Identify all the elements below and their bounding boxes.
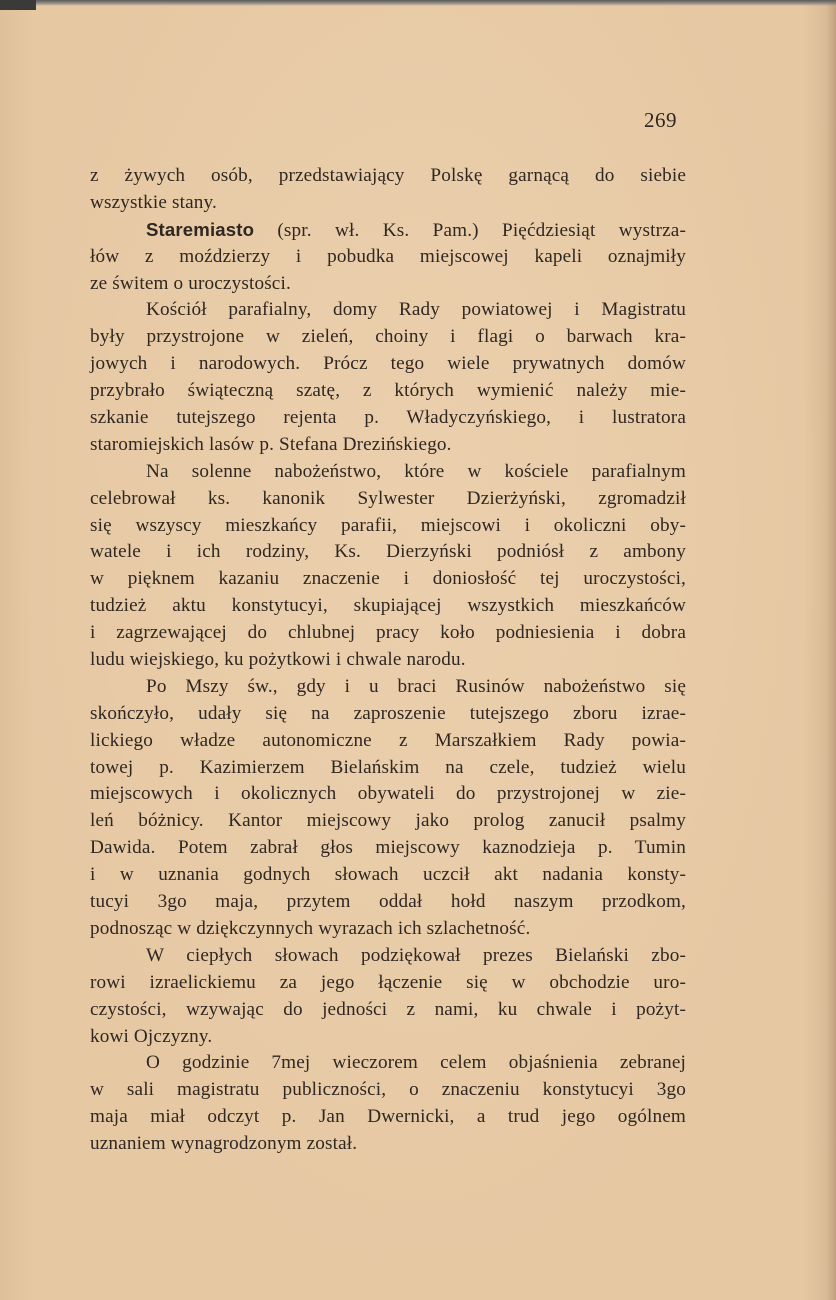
text-line (90, 324, 686, 351)
text-line (90, 889, 686, 916)
text-line (90, 351, 686, 378)
text-line-content: Na solenne nabożeństwo, które w kościele parafialnym (146, 460, 686, 482)
body-text (90, 163, 686, 1158)
place-name-heading: Staremiasto (146, 218, 255, 240)
text-line-content: podnosząc w dziękczynnych wyrazach ich szlachetność. (90, 917, 531, 939)
text-line-content: rowi izraelickiemu za jego łączenie się w obchodzie uro- (90, 971, 686, 993)
text-line (90, 862, 686, 889)
text-line (90, 997, 686, 1024)
text-line-content: wszystkie stany. (90, 191, 217, 213)
text-line (90, 244, 686, 271)
text-line (90, 808, 686, 835)
text-line (90, 1050, 686, 1077)
text-line (90, 190, 686, 217)
text-line-content: lickiego władze autonomiczne z Marszałkiem Rady powia- (90, 729, 686, 751)
text-line-content: towej p. Kazimierzem Bielańskim na czele, tudzież wielu (90, 756, 686, 778)
text-line-content: skończyło, udały się na zaproszenie tutejszego zboru izrae- (90, 702, 686, 724)
text-line (90, 163, 686, 190)
text-line (90, 1077, 686, 1104)
text-line (90, 647, 686, 674)
text-line (90, 271, 686, 298)
text-line-content: maja miał odczyt p. Jan Dwernicki, a trud jego ogólnem (90, 1106, 686, 1128)
scan-corner-mark (0, 0, 36, 10)
text-line-content: Dawida. Potem zabrał głos miejscowy kaznodzieja p. Tumin (90, 837, 686, 859)
text-line-content: kowi Ojczyzny. (90, 1025, 213, 1047)
text-line-content: przybrało świąteczną szatę, z których wymienić należy mie- (90, 380, 686, 402)
text-line-content: celebrował ks. kanonik Sylwester Dzierżyński, zgromadził (90, 487, 686, 509)
text-line-content: (spr. wł. Ks. Pam.) Pięćdziesiąt wystrza- (254, 219, 686, 241)
text-line-content: w pięknem kazaniu znaczenie i doniosłość tej uroczystości, (90, 568, 686, 590)
top-scan-edge (0, 0, 836, 6)
text-line-content: w sali magistratu publiczności, o znaczeniu konstytucyi 3go (90, 1079, 686, 1101)
text-line-content: uznaniem wynagrodzonym został. (90, 1133, 358, 1155)
text-line (90, 1024, 686, 1051)
text-line-content: szkanie tutejszego rejenta p. Władyczyńskiego, i lustratora (90, 407, 686, 429)
text-line (90, 593, 686, 620)
text-line (90, 539, 686, 566)
text-line-content: łów z moździerzy i pobudka miejscowej kapeli oznajmiły (90, 245, 686, 267)
text-line (90, 566, 686, 593)
text-line (90, 674, 686, 701)
text-line-content: Kościół parafialny, domy Rady powiatowej i Magistratu (146, 299, 686, 321)
text-line (90, 432, 686, 459)
text-line (90, 513, 686, 540)
right-page-shadow (826, 0, 836, 1300)
page-number: 269 (644, 108, 677, 132)
text-line (90, 835, 686, 862)
text-line-content: ludu wiejskiego, ku pożytkowi i chwale narodu. (90, 649, 466, 671)
text-line-content: tudzież aktu konstytucyi, skupiającej wszystkich mieszkańców (90, 595, 686, 617)
text-line (90, 405, 686, 432)
text-line (90, 1131, 686, 1158)
text-line (90, 486, 686, 513)
text-line-content: z żywych osób, przedstawiający Polskę garnącą do siebie (90, 165, 686, 186)
text-line (90, 755, 686, 782)
text-line-content: tucyi 3go maja, przytem oddał hołd naszym przodkom, (90, 891, 686, 913)
text-line (90, 781, 686, 808)
text-line-content: jowych i narodowych. Prócz tego wiele prywatnych domów (90, 353, 686, 375)
text-line-content: W ciepłych słowach podziękował prezes Bielański zbo- (146, 944, 686, 966)
text-line (90, 297, 686, 324)
text-line-content: czystości, wzywając do jedności z nami, ku chwale i pożyt- (90, 998, 686, 1020)
text-line-content: Po Mszy św., gdy i u braci Rusinów nabożeństwo się (146, 675, 686, 697)
text-line-content: O godzinie 7mej wieczorem celem objaśnienia zebranej (146, 1052, 686, 1074)
text-line-content: ze świtem o uroczystości. (90, 272, 291, 294)
text-line (90, 916, 686, 943)
text-line (90, 728, 686, 755)
text-line-content: staromiejskich lasów p. Stefana Drezińskiego. (90, 433, 452, 455)
text-line-content: miejscowych i okolicznych obywateli do przystrojonej w zie- (90, 783, 686, 805)
text-line (90, 1104, 686, 1131)
text-line (90, 217, 686, 244)
text-line (90, 620, 686, 647)
text-line (90, 970, 686, 997)
text-line-content: były przystrojone w zieleń, choiny i flagi o barwach kra- (90, 326, 686, 348)
text-line (90, 378, 686, 405)
text-line-content: i zagrzewającej do chlubnej pracy koło podniesienia i dobra (90, 622, 686, 644)
text-line-content: leń bóżnicy. Kantor miejscowy jako prolog zanucił psalmy (90, 810, 686, 832)
text-line-content: się wszyscy mieszkańcy parafii, miejscowi i okoliczni oby- (90, 514, 686, 536)
text-line (90, 459, 686, 486)
text-line-content: watele i ich rodziny, Ks. Dierzyński podniósł z ambony (90, 541, 686, 563)
text-line (90, 701, 686, 728)
text-line (90, 943, 686, 970)
text-line-content: i w uznania godnych słowach uczcił akt nadania konsty- (90, 864, 686, 886)
